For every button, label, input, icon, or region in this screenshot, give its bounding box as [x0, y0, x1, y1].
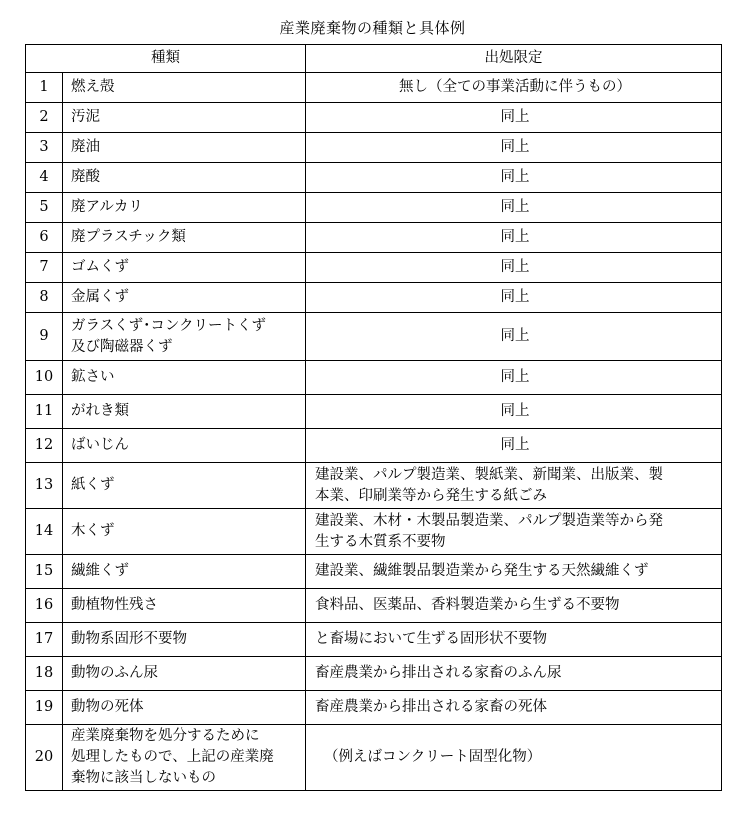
table-row — [26, 163, 722, 193]
table-row — [26, 193, 722, 223]
row-number: 12 — [26, 429, 63, 463]
waste-types-table — [25, 44, 722, 791]
waste-type-cell — [63, 193, 306, 223]
waste-type-cell — [63, 555, 306, 589]
row-number: 6 — [26, 223, 63, 253]
table-row — [26, 657, 722, 691]
table-row — [26, 395, 722, 429]
origin-cell — [306, 73, 722, 103]
origin-text: と畜場において生ずる固形状不要物 — [315, 631, 547, 647]
table-row — [26, 691, 722, 725]
waste-type-text: がれき類 — [71, 403, 129, 419]
origin-text: 同上 — [500, 328, 530, 344]
origin-cell — [306, 555, 722, 589]
origin-cell — [306, 429, 722, 463]
table-row — [26, 361, 722, 395]
waste-type-cell — [63, 103, 306, 133]
origin-text: 食料品、医薬品、香料製造業から生ずる不要物 — [315, 597, 620, 613]
row-number: 10 — [26, 361, 63, 395]
row-number: 4 — [26, 163, 63, 193]
waste-type-text: 動植物性残さ — [71, 597, 158, 613]
row-number: 3 — [26, 133, 63, 163]
waste-type-cell — [63, 623, 306, 657]
origin-cell — [306, 463, 722, 509]
origin-cell — [306, 691, 722, 725]
origin-cell — [306, 623, 722, 657]
waste-type-text: 廃アルカリ — [71, 199, 143, 215]
origin-cell — [306, 283, 722, 313]
origin-text: 同上 — [500, 169, 530, 185]
origin-text: 同上 — [500, 109, 530, 125]
origin-cell — [306, 163, 722, 193]
origin-cell — [306, 361, 722, 395]
row-number: 1 — [26, 73, 63, 103]
waste-type-cell — [63, 509, 306, 555]
row-number: 7 — [26, 253, 63, 283]
header-origin: 出処限定 — [306, 45, 722, 73]
origin-text: 畜産農業から排出される家畜の死体 — [315, 699, 547, 715]
waste-type-cell — [63, 725, 306, 791]
origin-text: 畜産農業から排出される家畜のふん尿 — [315, 665, 562, 681]
table-row — [26, 313, 722, 361]
waste-type-text: 動物の死体 — [71, 699, 144, 715]
origin-cell — [306, 253, 722, 283]
row-number: 9 — [26, 313, 63, 361]
origin-text: 同上 — [500, 229, 530, 245]
waste-type-cell — [63, 223, 306, 253]
table-row — [26, 725, 722, 791]
waste-type-text: ゴムくず — [71, 259, 129, 275]
table-row — [26, 463, 722, 509]
waste-type-text: 廃プラスチック類 — [71, 229, 186, 245]
row-number: 18 — [26, 657, 63, 691]
origin-cell — [306, 725, 722, 791]
row-number: 11 — [26, 395, 63, 429]
row-number: 14 — [26, 509, 63, 555]
origin-text: 同上 — [500, 437, 530, 453]
table-row — [26, 253, 722, 283]
waste-type-text: 木くず — [71, 523, 115, 539]
origin-text: 同上 — [500, 403, 530, 419]
origin-text: 建設業、繊維製品製造業から発生する天然繊維くず — [315, 563, 649, 579]
waste-type-text: 動物のふん尿 — [71, 665, 158, 681]
origin-text: 同上 — [500, 369, 530, 385]
waste-type-text: 廃酸 — [71, 169, 100, 185]
origin-cell — [306, 223, 722, 253]
table-row — [26, 623, 722, 657]
table-row — [26, 73, 722, 103]
waste-type-text: 鉱さい — [71, 369, 115, 385]
waste-type-cell — [63, 589, 306, 623]
row-number: 17 — [26, 623, 63, 657]
row-number: 5 — [26, 193, 63, 223]
waste-type-cell — [63, 657, 306, 691]
origin-cell — [306, 313, 722, 361]
waste-type-text: 産業廃棄物を処分するために 処理したもので、上記の産業廃 棄物に該当しないもの — [71, 728, 274, 786]
waste-type-cell — [63, 691, 306, 725]
origin-text: 同上 — [500, 139, 530, 155]
waste-type-cell — [63, 361, 306, 395]
row-number: 15 — [26, 555, 63, 589]
row-number: 2 — [26, 103, 63, 133]
row-number: 16 — [26, 589, 63, 623]
origin-cell — [306, 589, 722, 623]
waste-type-cell — [63, 395, 306, 429]
waste-type-text: ガラスくず･コンクリートくず 及び陶磁器くず — [71, 317, 267, 355]
header-type: 種類 — [26, 45, 306, 73]
origin-text: 建設業、パルプ製造業、製紙業、新聞業、出版業、製 本業、印刷業等から発生する紙ごみ — [315, 466, 663, 504]
table-row — [26, 133, 722, 163]
document-title: 産業廃棄物の種類と具体例 — [279, 19, 466, 37]
waste-type-text: 燃え殻 — [71, 79, 115, 95]
table-row — [26, 555, 722, 589]
origin-text: 無し（全ての事業活動に伴うもの） — [399, 79, 631, 95]
waste-type-text: 廃油 — [71, 139, 100, 155]
origin-cell — [306, 657, 722, 691]
waste-type-cell — [63, 133, 306, 163]
origin-cell — [306, 103, 722, 133]
row-number: 20 — [26, 725, 63, 791]
origin-text: 同上 — [500, 259, 530, 275]
table-row — [26, 589, 722, 623]
origin-cell — [306, 193, 722, 223]
origin-text: 同上 — [500, 199, 530, 215]
waste-type-cell — [63, 163, 306, 193]
table-header-row — [26, 45, 722, 73]
origin-text: 同上 — [500, 289, 530, 305]
row-number: 8 — [26, 283, 63, 313]
origin-cell — [306, 395, 722, 429]
row-number: 13 — [26, 463, 63, 509]
waste-type-cell — [63, 429, 306, 463]
waste-type-text: 金属くず — [71, 289, 129, 305]
waste-type-text: ばいじん — [71, 437, 129, 453]
origin-text: 建設業、木材・木製品製造業、パルプ製造業等から発 生する木質系不要物 — [315, 512, 663, 550]
waste-type-cell — [63, 73, 306, 103]
table-body — [26, 73, 722, 791]
waste-type-text: 汚泥 — [71, 109, 100, 125]
row-number: 19 — [26, 691, 63, 725]
waste-type-text: 動物系固形不要物 — [71, 631, 187, 647]
table-row — [26, 429, 722, 463]
table-row — [26, 223, 722, 253]
waste-type-cell — [63, 313, 306, 361]
waste-type-text: 繊維くず — [71, 563, 129, 579]
table-row — [26, 103, 722, 133]
origin-cell — [306, 133, 722, 163]
waste-type-cell — [63, 463, 306, 509]
waste-type-cell — [63, 253, 306, 283]
table-row — [26, 283, 722, 313]
origin-cell — [306, 509, 722, 555]
origin-text: （例えばコンクリート固型化物） — [324, 749, 542, 765]
table-row — [26, 509, 722, 555]
waste-type-text: 紙くず — [71, 477, 115, 493]
waste-type-cell — [63, 283, 306, 313]
